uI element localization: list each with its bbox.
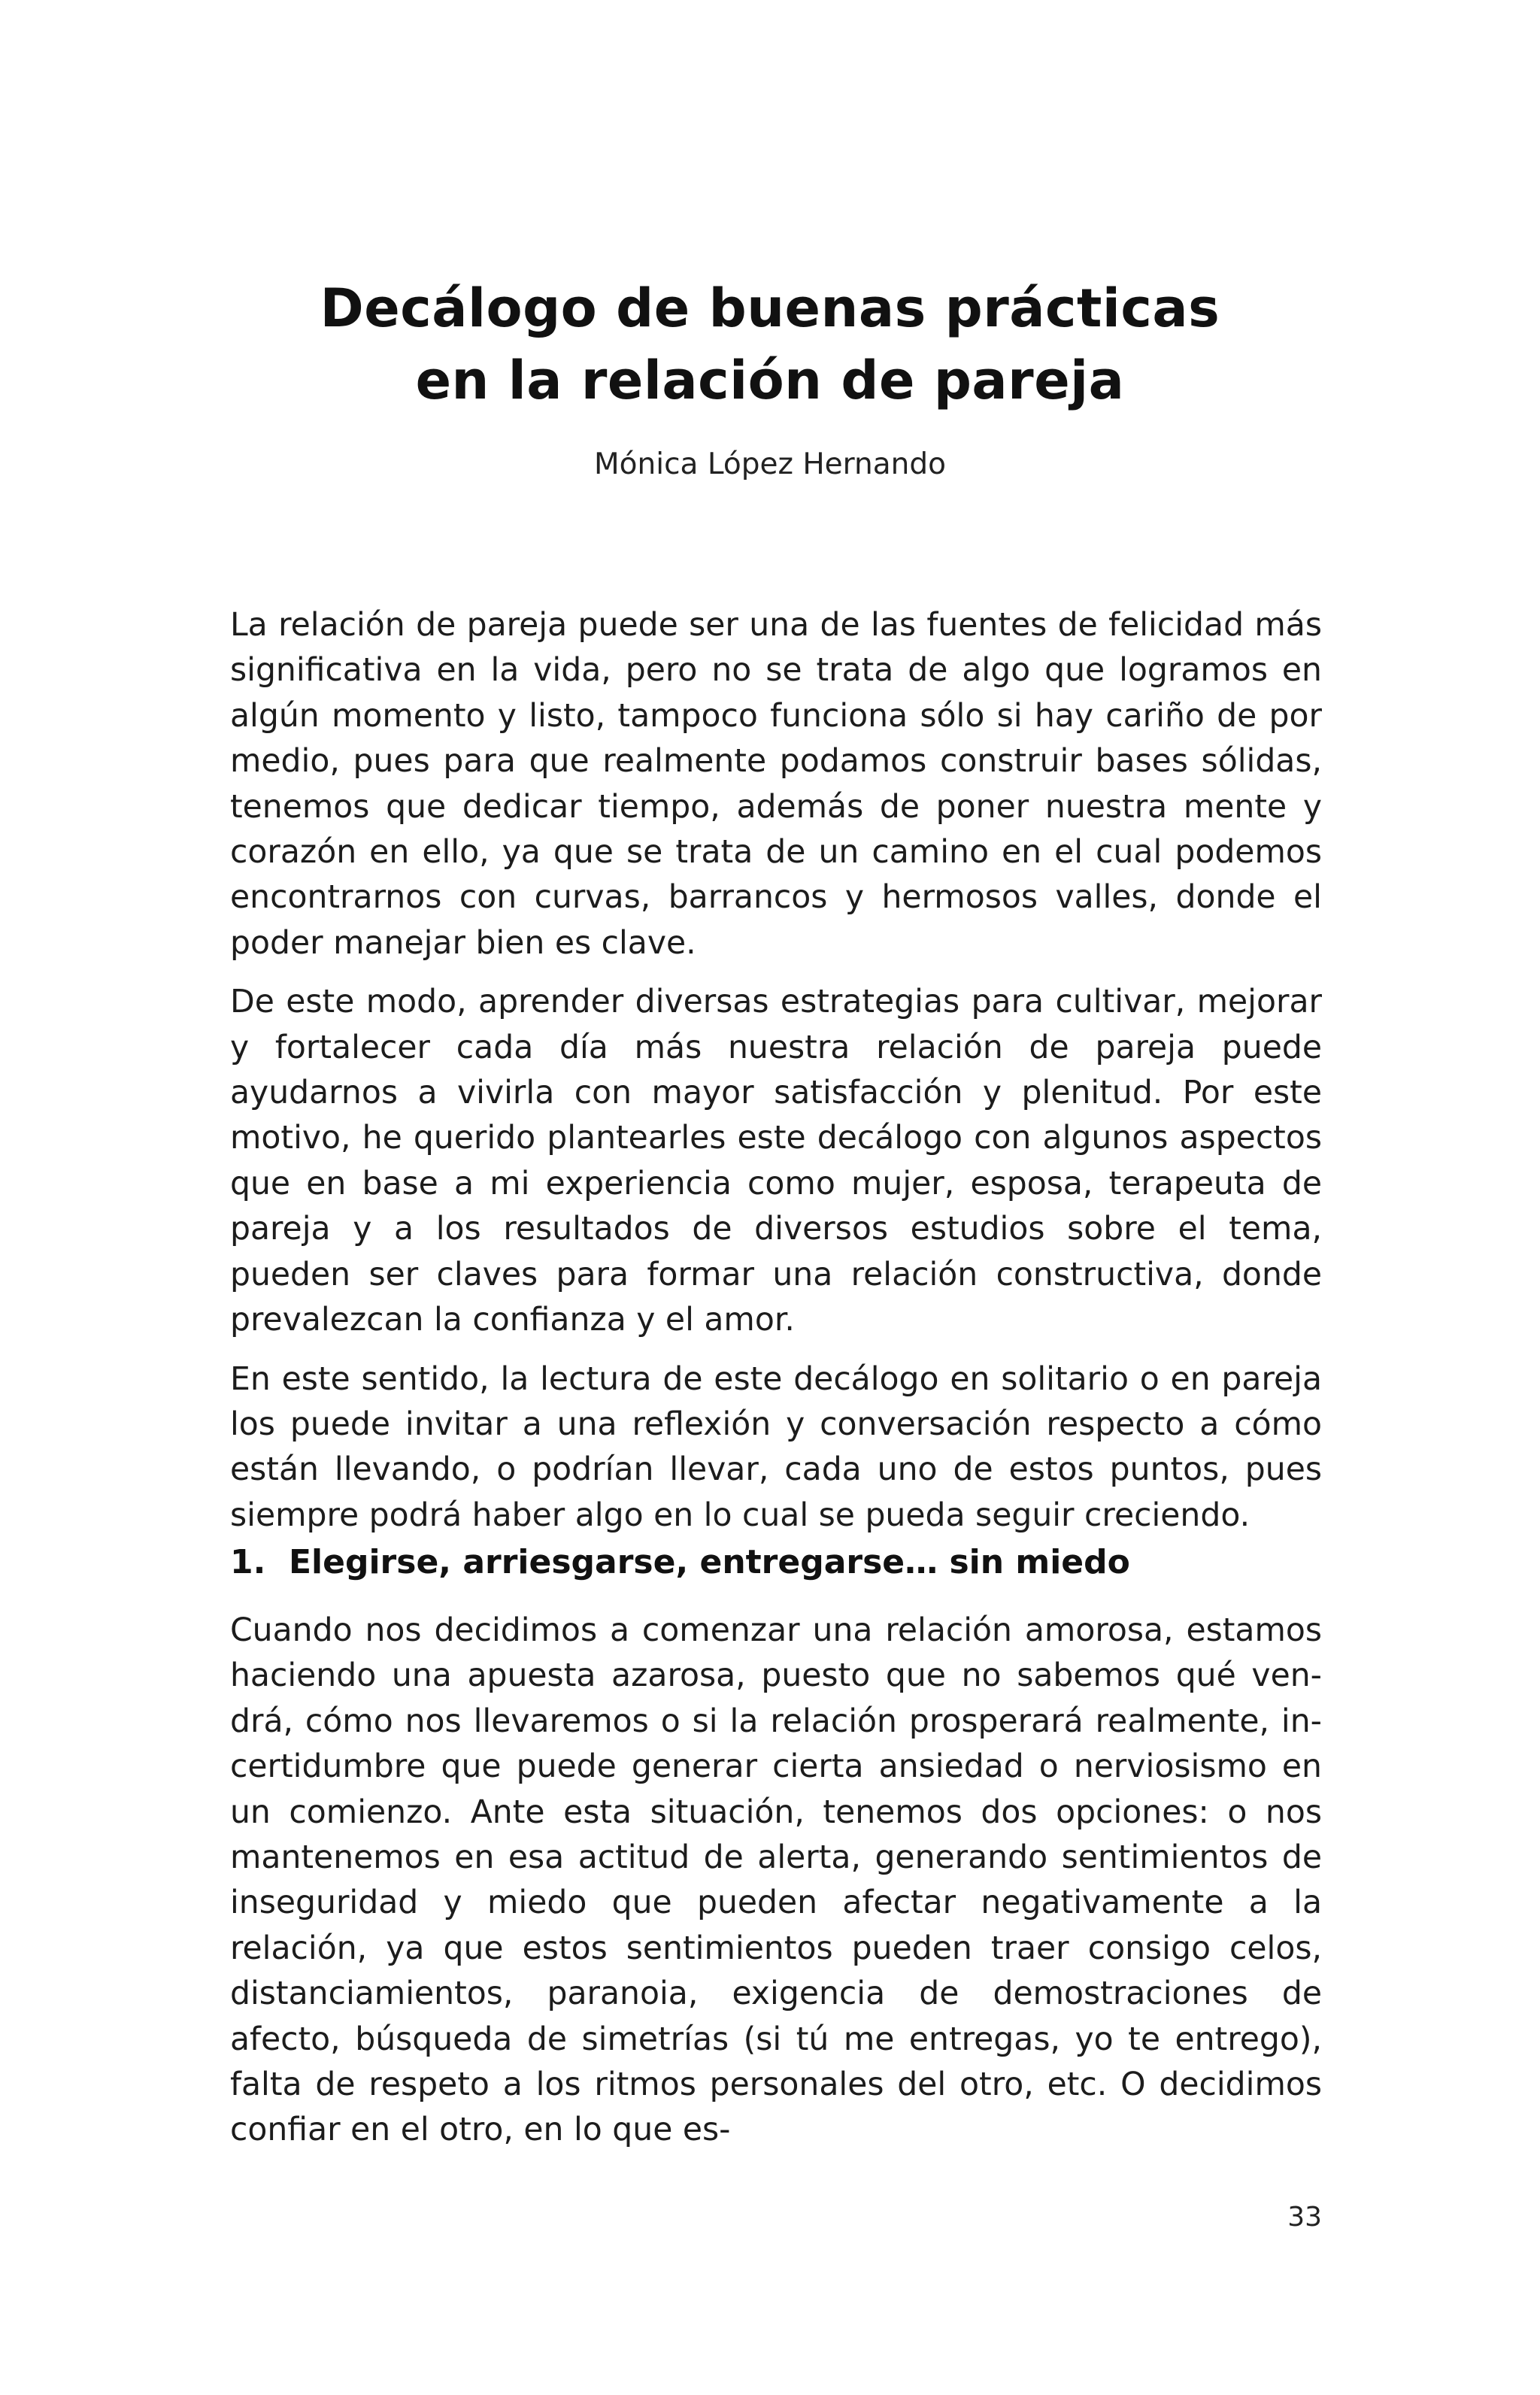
section-1-number: 1. [230, 1543, 266, 1581]
title-line-1: Decálogo de buenas prácticas [320, 277, 1220, 339]
section-1-paragraph: Cuando nos decidimos a comenzar una relación amorosa, estamos haciendo una apuesta azarosa, puesto que no sabemos qué vendrá, cómo nos llevaremos o si la relación prosperará realmente, incertidumbre que puede generar cierta ansiedad o nerviosismo en un comienzo. Ante esta situación, tenemos dos opciones: o nos mantenemos en esa actitud de alerta, generando sentimientos de inseguridad y miedo que pueden afectar negativamente a la relación, ya que estos sentimientos pueden traer consigo celos, distanciamientos, paranoia, exigencia de demostraciones de afecto, búsqueda de simetrías (si tú me entregas, yo te entrego), falta de respeto a los ritmos personales del otro, etc. O decidimos confiar en el otro, en lo que es- [230, 1612, 1322, 2149]
page-number: 33 [1287, 2202, 1322, 2233]
section-1-heading [230, 1540, 1322, 1585]
section-1-title: Elegirse, arriesgarse, entregarse… sin miedo [289, 1543, 1130, 1581]
intro-paragraph-1: La relación de pareja puede ser una de las fuentes de felicidad más significativa en la vida, pero no se trata de algo que logramos en algún momento y listo, tampoco funciona sólo si hay cariño de por medio, pues para que realmente podamos construir bases sólidas, tenemos que dedicar tiempo, además de poner nuestra mente y corazón en ello, ya que se trata de un camino en el cual podemos encontrarnos con curvas, barrancos y hermosos valles, donde el poder manejar bien es clave. [230, 607, 1322, 962]
intro-paragraph-2: De este modo, aprender diversas estrategias para cultivar, mejorar y fortalecer cada día más nuestra relación de pareja puede ayudarnos a vivirla con mayor satisfacción y plenitud. Por este motivo, he querido plantearles este decálogo con algunos aspectos que en base a mi experiencia como mujer, esposa, terapeuta de pareja y a los resultados de diversos estudios sobre el tema, pueden ser claves para formar una relación constructiva, donde prevalezcan la confianza y el amor. [230, 984, 1322, 1339]
intro-paragraph-3: En este sentido, la lectura de este decálogo en solitario o en pareja los puede invitar a una reflexión y conversación respecto a cómo están llevando, o podrían llevar, cada uno de estos puntos, pues siempre podrá haber algo en lo cual se pueda seguir creciendo. [230, 1360, 1322, 1534]
page-title [0, 272, 1540, 417]
intro-section [230, 603, 1322, 1539]
title-line-2: en la relación de pareja [415, 350, 1125, 411]
section-1-body [230, 1608, 1322, 2154]
author-name: Mónica López Hernando [594, 447, 946, 481]
